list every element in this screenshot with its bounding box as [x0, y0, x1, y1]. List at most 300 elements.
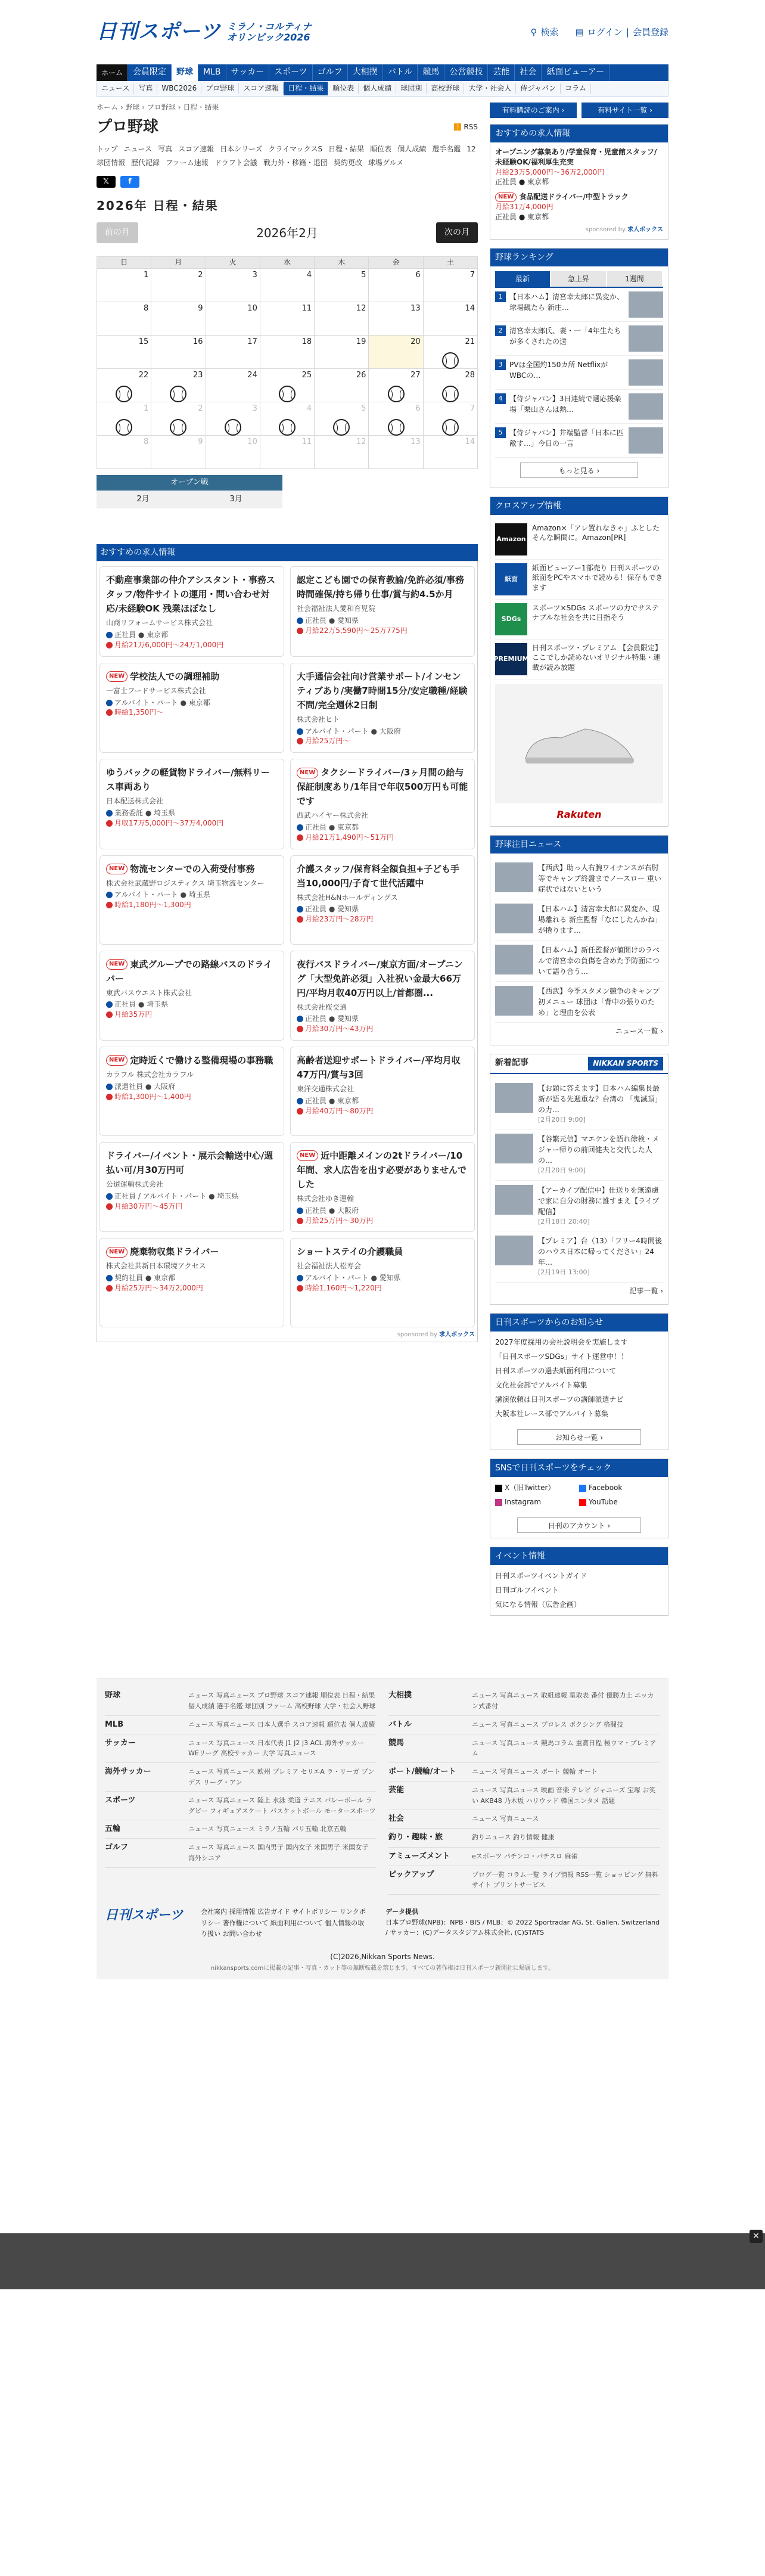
news-text[interactable]: 【日本ハム】清宮幸太郎に異変か、現場離れる 新庄監督「なにしたんかね」が捲ります…: [538, 904, 662, 935]
subnav-item[interactable]: 日程・結果: [284, 82, 328, 95]
news-thumbnail[interactable]: [495, 904, 533, 933]
baseball-icon[interactable]: [116, 419, 132, 436]
calendar-day[interactable]: [151, 369, 206, 402]
day-number: 11: [301, 304, 312, 314]
job-title-text[interactable]: ドライバー/イベント・展示会輸送中心/週払い可/月30万円可: [106, 1150, 273, 1175]
job-meta-text: 正社員 ● 東京都: [305, 1096, 359, 1105]
notice-more-button[interactable]: お知らせ一覧 ›: [517, 1429, 642, 1445]
subnav-item[interactable]: スコア速報: [239, 83, 284, 94]
news-thumbnail[interactable]: [495, 945, 533, 974]
calendar-day[interactable]: [97, 436, 151, 469]
calendar-day[interactable]: [97, 369, 151, 402]
job-title-text[interactable]: 高齢者送迎サポートドライバー/平均月収47万円/賞与3回: [297, 1054, 461, 1080]
job-card[interactable]: [99, 759, 284, 849]
sns-label[interactable]: X（旧Twitter）: [505, 1483, 555, 1492]
login-link[interactable]: ログイン: [587, 26, 623, 38]
employment-icon: [106, 892, 113, 898]
new-badge: NEW: [106, 671, 128, 682]
subnav-item[interactable]: 球団別: [396, 83, 427, 94]
baseball-icon[interactable]: [225, 419, 241, 436]
job-card[interactable]: [290, 759, 475, 849]
sns-label[interactable]: YouTube: [589, 1498, 618, 1507]
job-title-text[interactable]: 定時近くで働ける整備現場の事務職: [130, 1054, 273, 1066]
day-number: 3: [252, 404, 257, 414]
nav-item[interactable]: サッカー: [226, 64, 270, 81]
nav-item[interactable]: ゴルフ: [313, 64, 348, 81]
footer-links[interactable]: ブログ一覧 コラム一覧 ライブ情報 RSS一覧 ショッピング 無料サイト プリントサービス: [472, 1870, 658, 1889]
footer-links[interactable]: ニュース 写真ニュース 欧州 プレミア セリエA ラ・リーガ ブンデス リーグ・アン: [188, 1767, 375, 1786]
category-link[interactable]: スコア速報: [178, 145, 214, 154]
job-meta: [106, 890, 278, 900]
calendar-day[interactable]: [206, 336, 260, 369]
baseball-icon[interactable]: [170, 419, 186, 436]
nav-item[interactable]: 紙面ビューアー: [542, 64, 609, 81]
subscribe-button[interactable]: 有料購読のご案内 ›: [490, 103, 577, 118]
job-title-text[interactable]: 東武グループでの路線バスのドライバー: [106, 958, 273, 984]
job-title-text[interactable]: 大手通信会社向け営業サポート/インセンティブあり/実働7時間15分/安定職種/経験不問/完全週休2日制: [297, 671, 468, 710]
rss-link[interactable]: [454, 122, 478, 132]
calendar-day[interactable]: [369, 369, 423, 402]
ranking-thumbnail[interactable]: [629, 393, 663, 420]
pick-news-item[interactable]: [495, 858, 663, 899]
ranking-item[interactable]: [495, 356, 663, 390]
footer-heading[interactable]: 五輪: [105, 1824, 121, 1834]
sns-link[interactable]: [495, 1481, 579, 1495]
event-item[interactable]: 気になる情報（広告企画）: [495, 1600, 581, 1609]
ranking-more-button[interactable]: もっと見る ›: [520, 463, 638, 478]
job-title-text[interactable]: ショートステイの介護職員: [297, 1246, 403, 1258]
calendar-day[interactable]: [369, 336, 423, 369]
job-title[interactable]: [297, 1149, 468, 1191]
footer-heading[interactable]: ピックアップ: [388, 1870, 434, 1879]
job-title[interactable]: [106, 957, 278, 986]
rakuten-logo[interactable]: Rakuten: [556, 808, 602, 820]
subnav-item[interactable]: コラム: [561, 83, 591, 94]
calendar-day[interactable]: [315, 369, 369, 402]
notice-item[interactable]: 「日刊スポーツSDGs」サイト運営中！！: [495, 1352, 629, 1361]
subnav-item[interactable]: 個人成績: [359, 83, 396, 94]
notice-item[interactable]: 文化社会部でアルバイト募集: [495, 1381, 587, 1390]
job-card[interactable]: [99, 663, 284, 753]
calendar-day[interactable]: [206, 269, 260, 302]
footer-heading[interactable]: 社会: [388, 1814, 405, 1824]
article-body[interactable]: [538, 1236, 663, 1278]
calendar-day[interactable]: [315, 269, 369, 302]
news-text[interactable]: 【西武】助っ人右腕ワイナンスが右肘等でキャンプ終盤までノースロー 重い症状ではないという: [538, 863, 661, 893]
baseball-icon[interactable]: [442, 352, 459, 369]
category-link[interactable]: 戦力外・移籍・退団: [263, 158, 328, 167]
sponsored-text: sponsored by: [397, 1332, 437, 1339]
job-title[interactable]: [106, 1149, 278, 1177]
ranking-item[interactable]: [495, 322, 663, 356]
news-thumbnail[interactable]: [495, 986, 533, 1016]
job-title-text[interactable]: 介護スタッフ/保育料全額負担+子ども手当10,000円/子育て世代活躍中: [297, 863, 460, 889]
job-card[interactable]: [290, 663, 475, 753]
ranking-text[interactable]: PVは全国約150カ所 Netflixが WBCの…: [509, 360, 608, 380]
footer-heading[interactable]: スポーツ: [105, 1796, 136, 1805]
subnav-item[interactable]: 順位表: [328, 83, 359, 94]
nav-item[interactable]: 会員限定: [128, 64, 172, 81]
new-article-item[interactable]: [495, 1079, 663, 1130]
job-title-text[interactable]: ゆうパックの軽貨物ドライバー/無料リース車両あり: [106, 767, 270, 793]
open-games-feb[interactable]: 2月: [136, 495, 150, 504]
new-article-item[interactable]: [495, 1231, 663, 1283]
ranking-tab[interactable]: 急上昇: [551, 271, 606, 287]
baseball-icon[interactable]: [388, 386, 405, 402]
employment-icon: [297, 906, 303, 913]
footer-heading[interactable]: 釣り・趣味・旅: [388, 1833, 443, 1842]
nav-item[interactable]: 芸能: [488, 64, 515, 81]
job-company: 株式会社桜交通: [297, 1003, 347, 1011]
subnav-item[interactable]: 大学・社会人: [464, 83, 516, 94]
footer-links[interactable]: ニュース 写真ニュース プロレス ボクシング 格闘技: [472, 1720, 624, 1728]
calendar-day[interactable]: [206, 402, 260, 436]
job-title[interactable]: [297, 669, 468, 712]
calendar-day[interactable]: [260, 436, 314, 469]
club-ad[interactable]: [495, 640, 663, 679]
footer-links[interactable]: ニュース 写真ニュース 陸上 水泳 柔道 テニス バレーボール ラグビー フィギュアスケート バスケットボール モータースポーツ: [188, 1796, 376, 1815]
ad-text[interactable]: Amazon×「アレ置れなきゃ」ふとしたそんな瞬間に。Amazon[PR]: [532, 523, 660, 542]
site-logo[interactable]: [97, 18, 312, 46]
news-text[interactable]: 【日本ハム】新任監督が値開けのラベルで清宮幸の負傷を含めた予防面について語り合う…: [538, 945, 660, 976]
notice-item[interactable]: 大阪本社レース部でアルバイト募集: [495, 1410, 609, 1419]
article-thumbnail[interactable]: [495, 1083, 533, 1113]
nav-item[interactable]: 大相撲: [348, 64, 383, 81]
calendar-day[interactable]: [151, 336, 206, 369]
footer-heading[interactable]: 大相撲: [388, 1691, 412, 1700]
category-link[interactable]: ニュース: [123, 145, 153, 154]
job-title[interactable]: [106, 669, 278, 684]
calendar-day[interactable]: [369, 302, 423, 336]
footer-heading[interactable]: 芸能: [388, 1786, 405, 1795]
ranking-item[interactable]: [495, 288, 663, 322]
day-number: 4: [306, 271, 312, 280]
calendar-day[interactable]: [423, 436, 477, 469]
footer-links[interactable]: 釣りニュース 釣り情報 健康: [472, 1833, 555, 1842]
club-ad[interactable]: [495, 560, 663, 600]
ranking-thumbnail[interactable]: [629, 359, 663, 386]
calendar-day[interactable]: [151, 402, 206, 436]
calendar-day[interactable]: [97, 336, 151, 369]
job-card[interactable]: [99, 1238, 284, 1327]
job-title[interactable]: [297, 1244, 468, 1259]
calendar-day[interactable]: [260, 402, 314, 436]
ad-text[interactable]: 紙面ビューアー1部売り 日刊スポーツの紙面をPCやスマホで読める！保存もできます: [532, 563, 663, 592]
new-article-item[interactable]: [495, 1181, 663, 1232]
job-title[interactable]: [297, 1053, 468, 1082]
pick-news-item[interactable]: [495, 899, 663, 941]
job-card[interactable]: [290, 855, 475, 945]
job-card[interactable]: [99, 855, 284, 945]
calendar-day[interactable]: [206, 302, 260, 336]
baseball-icon[interactable]: [279, 419, 296, 436]
calendar-day[interactable]: [315, 302, 369, 336]
job-meta-text: 業務委託 ● 埼玉県: [114, 808, 176, 817]
ranking-tab[interactable]: 1週間: [607, 271, 662, 287]
calendar-day[interactable]: [260, 369, 314, 402]
pick-news-item[interactable]: [495, 982, 663, 1023]
footer-links[interactable]: ニュース 写真ニュース 日本人選手 スコア速報 順位表 個人成績: [188, 1720, 375, 1728]
article-title[interactable]: 【谷繁元信】マエケンを語れ徐検・メジャー帰りの前回健夫と交代した人の…: [538, 1135, 660, 1165]
category-link[interactable]: 写真: [158, 145, 173, 154]
nav-item[interactable]: バトル: [383, 64, 418, 81]
shoe-ad-image[interactable]: [495, 684, 663, 803]
job-card[interactable]: [99, 1142, 284, 1232]
footer-heading[interactable]: ゴルフ: [105, 1843, 129, 1852]
calendar-day[interactable]: [369, 436, 423, 469]
article-title[interactable]: 【アーカイブ配信中】仕送りを無遠慮で家に自分の財務に誰すまえ【ライブ配信】: [538, 1185, 660, 1216]
calendar-day[interactable]: [260, 269, 314, 302]
job-title-text[interactable]: 夜行バスドライバー/東京方面/オープニング「大型免許必須」入社祝い金最大66万円/平均月収40万円以上/首都圏...: [297, 958, 463, 998]
calendar-day[interactable]: [369, 402, 423, 436]
notice-title: 日刊スポーツからのお知らせ: [490, 1314, 668, 1332]
sns-link[interactable]: [579, 1495, 663, 1509]
ad-text[interactable]: 日刊スポーツ・プレミアム 【会員限定】ここでしか読めないオリジナル特集・連載が読み放題: [532, 643, 663, 672]
sns-label[interactable]: Instagram: [505, 1498, 542, 1507]
footer-heading[interactable]: 野球: [105, 1691, 121, 1700]
job-card[interactable]: [290, 951, 475, 1041]
calendar-day[interactable]: [151, 269, 206, 302]
month-label: 2026年2月: [256, 225, 318, 240]
job-card[interactable]: [99, 1047, 284, 1136]
bottom-ad-overlay[interactable]: [0, 2233, 765, 2289]
footer-heading[interactable]: 海外サッカー: [105, 1767, 151, 1776]
baseball-icon[interactable]: [170, 386, 186, 402]
notice-item[interactable]: 日刊スポーツの過去紙面利用について: [495, 1367, 617, 1376]
category-link[interactable]: 12球団情報: [97, 145, 476, 167]
x-share-icon[interactable]: 𝕏: [97, 176, 116, 188]
prev-month-button[interactable]: 前の月: [97, 222, 138, 244]
job-title-text[interactable]: 不動産事業部の仲介アシスタント・事務スタッフ/物件サイトの運用・問い合わせ対応/未経験OK 残業ほぼなし: [106, 575, 275, 614]
new-articles-box: [490, 1054, 668, 1305]
calendar-day[interactable]: [206, 436, 260, 469]
footer-heading[interactable]: アミューズメント: [388, 1851, 450, 1861]
job-card[interactable]: [290, 1142, 475, 1232]
open-games-mar[interactable]: 3月: [229, 495, 242, 504]
club-ad[interactable]: [495, 600, 663, 640]
news-thumbnail[interactable]: [495, 862, 533, 892]
subnav-item[interactable]: ニュース: [97, 83, 134, 94]
job-title[interactable]: [297, 573, 468, 601]
calendar-day[interactable]: [151, 302, 206, 336]
category-link[interactable]: 歴代記録: [131, 158, 160, 167]
category-link[interactable]: 個人成績: [397, 145, 427, 154]
notice-item[interactable]: 講演依頼は日刊スポーツの講師派遣ナビ: [495, 1395, 624, 1404]
calendar-day[interactable]: [151, 436, 206, 469]
nav-item[interactable]: 競馬: [418, 64, 444, 81]
ranking-thumbnail[interactable]: [629, 291, 663, 318]
nav-item[interactable]: 公営競技: [444, 64, 488, 81]
job-title[interactable]: [106, 862, 278, 876]
pick-news-item[interactable]: [495, 941, 663, 982]
olympic-banner[interactable]: [227, 21, 312, 42]
calendar-day[interactable]: [315, 402, 369, 436]
olympic-line2: オリンピック2026: [226, 32, 310, 43]
footer-links[interactable]: eスポーツ パチンコ・パチスロ 麻雀: [472, 1852, 578, 1860]
footer-links[interactable]: ニュース 写真ニュース ミラノ五輪 パリ五輪 北京五輪: [188, 1825, 347, 1833]
breadcrumb[interactable]: ホーム › 野球 › プロ野球 › 日程・結果: [97, 103, 219, 111]
ranking-text[interactable]: 【日本ハム】清宮幸太郎に異変か、球場観たら 新庄…: [509, 292, 624, 312]
category-link[interactable]: ファーム速報: [166, 158, 209, 167]
new-article-item[interactable]: [495, 1129, 663, 1181]
article-body[interactable]: [538, 1134, 663, 1176]
yen-icon: [106, 820, 113, 827]
news-text[interactable]: 【西武】今季スタメン競争のキャンプ初メニュー 球団は「背中の張りのため」と理由を公表: [538, 986, 660, 1017]
calendar-day[interactable]: [369, 269, 423, 302]
job-title[interactable]: [106, 765, 278, 794]
footer-heading[interactable]: サッカー: [105, 1738, 136, 1748]
ranking-item[interactable]: [495, 424, 663, 458]
ranking-tab[interactable]: 最新: [495, 271, 550, 287]
ranking-text[interactable]: 【侍ジャパン】井端監督「日本に匹敵す…」今日の一言: [509, 428, 624, 448]
category-link[interactable]: 順位表: [370, 145, 392, 154]
news-list-link[interactable]: ニュース一覧 ›: [615, 1026, 663, 1035]
facebook-share-icon[interactable]: f: [120, 176, 139, 188]
calendar-day[interactable]: [97, 269, 151, 302]
job-card[interactable]: [99, 566, 284, 656]
calendar-day[interactable]: [97, 402, 151, 436]
ad-logo: Amazon: [495, 523, 527, 555]
close-icon[interactable]: ✕: [750, 2230, 763, 2243]
footer-heading[interactable]: バトル: [388, 1720, 412, 1729]
footer-links[interactable]: ニュース 写真ニュース: [472, 1815, 539, 1823]
footer-links[interactable]: ニュース 写真ニュース 日本代表 J1 J2 J3 ACL 海外サッカー WEリーグ 高校サッカー 大学 写真ニュース: [188, 1739, 365, 1758]
sns-link[interactable]: [495, 1495, 579, 1509]
article-body[interactable]: [538, 1185, 663, 1227]
event-item[interactable]: 日刊ゴルフイベント: [495, 1586, 559, 1595]
article-list-link[interactable]: 記事一覧 ›: [629, 1286, 663, 1295]
subnav-item[interactable]: WBC2026: [157, 83, 201, 94]
job-title[interactable]: [297, 765, 468, 808]
calendar-day[interactable]: [315, 336, 369, 369]
ranking-text[interactable]: 清宮幸太郎氏、妻・一「4年生たちが多くされたの送: [509, 326, 621, 346]
article-thumbnail[interactable]: [495, 1134, 533, 1163]
footer-links[interactable]: 会社案内 採用情報 広告ガイド サイトポリシー リンクポリシー 著作権について 紙面利用について 個人情報の取り扱い お問い合わせ: [201, 1908, 366, 1938]
article-body[interactable]: [538, 1083, 663, 1125]
job-title-text[interactable]: タクシードライバー/3ヶ月間の給与保証制度あり/1年目で年収500万円も可能です: [297, 767, 468, 807]
footer-links[interactable]: ニュース 写真ニュース 映画 音楽 テレビ ジャニーズ 宝塚 お笑い AKB48 乃木坂 ハリウッド 韓国エンタメ 話題: [472, 1786, 656, 1805]
category-link[interactable]: 契約更改: [333, 158, 362, 167]
sns-link[interactable]: [579, 1481, 663, 1495]
next-month-button[interactable]: 次の月: [436, 222, 478, 244]
job-title[interactable]: [106, 573, 278, 616]
calendar-day[interactable]: [315, 436, 369, 469]
category-link[interactable]: 球場グルメ: [368, 158, 404, 167]
category-link[interactable]: 選手名鑑: [432, 145, 461, 154]
footer-links[interactable]: ニュース 写真ニュース 競馬コラム 重賞日程 極ウマ・プレミアム: [472, 1739, 657, 1758]
search-button[interactable]: [530, 26, 558, 39]
calendar-day[interactable]: [423, 269, 477, 302]
category-link[interactable]: 日程・結果: [328, 145, 365, 154]
job-title-text[interactable]: 物流センターでの入荷受付事務: [130, 863, 255, 874]
ranking-item[interactable]: [495, 390, 663, 424]
nav-item[interactable]: MLB: [198, 64, 226, 81]
article-thumbnail[interactable]: [495, 1236, 533, 1265]
footer-heading[interactable]: MLB: [105, 1720, 124, 1729]
article-title[interactable]: 【プレミア】台（13）「フリー4時間後のハウス日本に帰ってください」24年…: [538, 1237, 662, 1267]
nav-item[interactable]: 野球: [172, 64, 198, 81]
side-job-title[interactable]: 食品配送ドライバー/中型トラック: [519, 193, 629, 201]
calendar-day[interactable]: [423, 369, 477, 402]
job-pay-text: 月給30万円〜43万円: [305, 1025, 374, 1033]
ranking-thumbnail[interactable]: [629, 427, 663, 454]
job-card[interactable]: [290, 1238, 475, 1327]
subnav-item[interactable]: 侍ジャパン: [516, 83, 561, 94]
calendar-day[interactable]: [206, 369, 260, 402]
calendar-day[interactable]: [260, 302, 314, 336]
article-title[interactable]: 【お題に答えます】日本ハム編集長最新が語る先週重な？台湾の 「鬼滅頂」の力…: [538, 1084, 662, 1114]
job-pay-text: 時給1,160円〜1,220円: [305, 1283, 382, 1292]
calendar-day[interactable]: [97, 302, 151, 336]
baseball-icon[interactable]: [442, 419, 459, 436]
footer-links[interactable]: ニュース 写真ニュース 取組速報 星取表 番付 優勝力士 ニッカン式番付: [472, 1692, 654, 1710]
baseball-icon[interactable]: [279, 386, 296, 402]
ranking-text[interactable]: 【侍ジャパン】3日連続で選応援楽場「栗山さんは熱…: [509, 394, 621, 414]
category-link[interactable]: 日本シリーズ: [220, 145, 263, 154]
article-thumbnail[interactable]: [495, 1185, 533, 1215]
nav-item[interactable]: ホーム: [97, 64, 128, 81]
club-ad[interactable]: [495, 520, 663, 560]
footer-heading[interactable]: ボート/競輪/オート: [388, 1767, 456, 1776]
category-link[interactable]: トップ: [97, 145, 118, 154]
baseball-icon[interactable]: [442, 386, 459, 402]
job-card[interactable]: [99, 951, 284, 1041]
baseball-icon[interactable]: [388, 419, 405, 436]
category-link[interactable]: ドラフト会議: [214, 158, 257, 167]
calendar-day[interactable]: [260, 336, 314, 369]
subnav-item[interactable]: 写真: [134, 83, 157, 94]
paid-sites-button[interactable]: 有料サイト一覧 ›: [581, 103, 668, 118]
job-title[interactable]: [297, 862, 468, 890]
job-title[interactable]: [106, 1244, 278, 1259]
subnav-item[interactable]: 高校野球: [427, 83, 464, 94]
footer-logo[interactable]: 日刊スポーツ: [105, 1908, 184, 1923]
side-job-title[interactable]: オープニング募集あり/学童保育・児童館スタッフ/未経験OK/福利厚生充実: [495, 148, 657, 166]
baseball-icon[interactable]: [333, 419, 350, 436]
event-item[interactable]: 日刊スポーツイベントガイド: [495, 1572, 587, 1581]
nav-item[interactable]: 社会: [515, 64, 542, 81]
job-title-text[interactable]: 学校法人での調理補助: [130, 671, 220, 682]
ad-text[interactable]: スポーツ×SDGs スポーツの力でサステナブルな社会を共に目指そう: [532, 603, 659, 622]
day-number: 15: [138, 337, 149, 347]
calendar-day[interactable]: [423, 336, 477, 369]
baseball-icon[interactable]: [116, 386, 132, 402]
register-link[interactable]: 会員登録: [632, 26, 668, 38]
footer-links[interactable]: ニュース 写真ニュース 国内男子 国内女子 米国男子 米国女子 海外シニア: [188, 1843, 369, 1863]
notice-item[interactable]: 2027年度採用の会社説明会を実施します: [495, 1338, 628, 1347]
job-title[interactable]: [297, 957, 468, 1000]
job-title[interactable]: [106, 1053, 278, 1067]
nav-item[interactable]: スポーツ: [269, 64, 312, 81]
account-button[interactable]: 日刊のアカウント ›: [517, 1517, 642, 1533]
job-title-text[interactable]: 認定こども園での保育教諭/免許必須/事務時間確保/持ち帰り仕事/賞与約4.5か月: [297, 575, 464, 600]
job-card[interactable]: [290, 566, 475, 656]
sns-label[interactable]: Facebook: [589, 1483, 623, 1492]
job-title-text[interactable]: 廃棄物収集ドライバー: [130, 1246, 219, 1258]
job-card[interactable]: [290, 1047, 475, 1136]
footer-heading[interactable]: 競馬: [388, 1738, 405, 1748]
calendar-day[interactable]: [423, 302, 477, 336]
job-title-text[interactable]: 近中距離メインの2tドライバー/10年間、求人広告を出す必要がありませんでした: [297, 1150, 467, 1190]
category-link[interactable]: クライマックスS: [268, 145, 323, 154]
footer-links[interactable]: ニュース 写真ニュース プロ野球 スコア速報 順位表 日程・結果 個人成績 選手名鑑 球団別 ファーム 高校野球 大学・社会人野球: [188, 1692, 376, 1710]
day-number: 14: [465, 304, 475, 314]
yen-icon: [106, 1203, 113, 1210]
ranking-thumbnail[interactable]: [629, 325, 663, 352]
calendar-day[interactable]: [423, 402, 477, 436]
subnav-item[interactable]: プロ野球: [201, 83, 239, 94]
footer-links[interactable]: ニュース 写真ニュース ボート 競輪 オート: [472, 1767, 598, 1776]
